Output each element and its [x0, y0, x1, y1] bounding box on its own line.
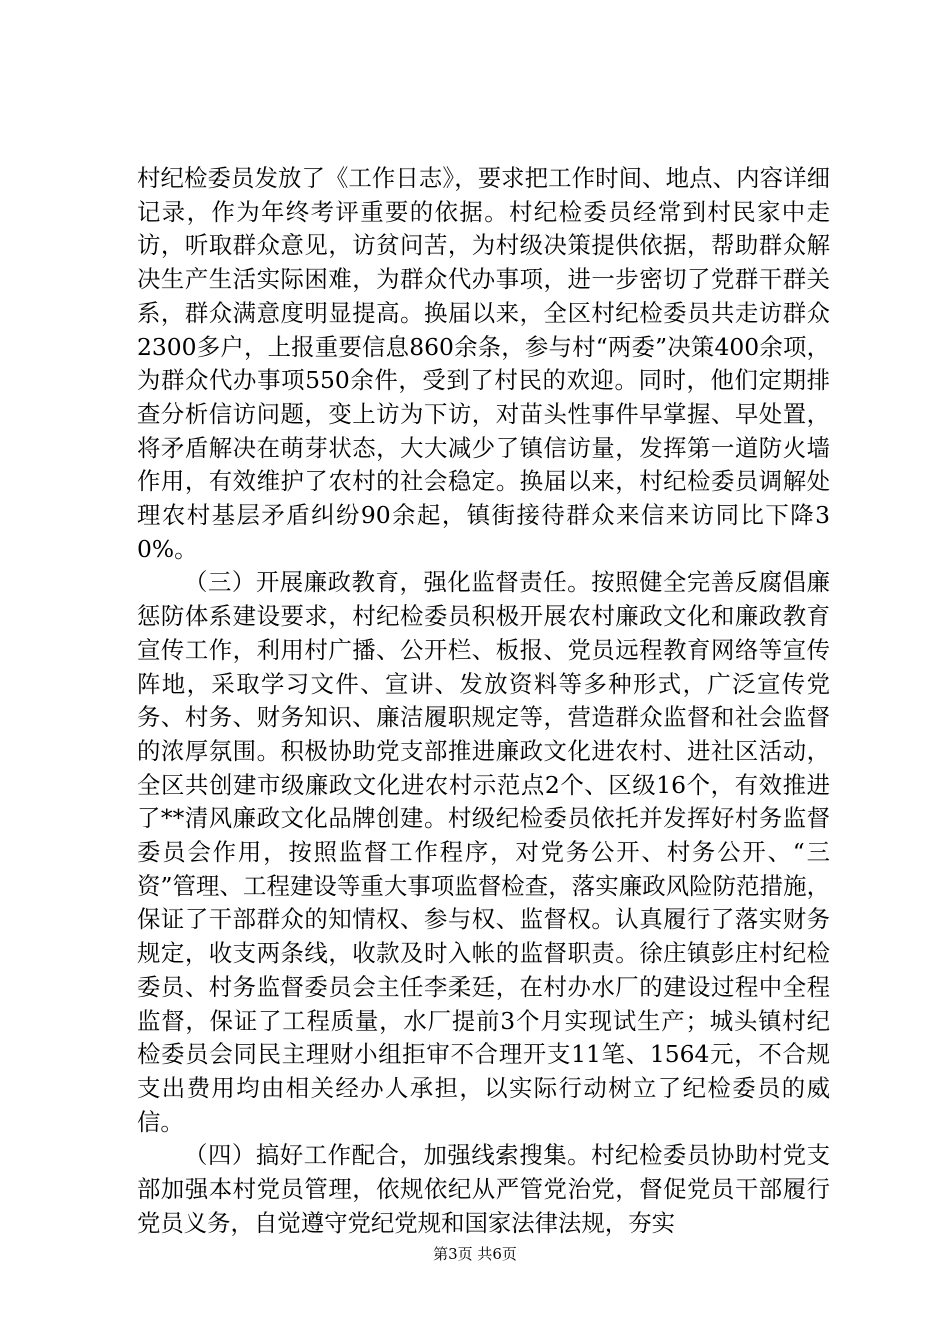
document-body — [137, 162, 830, 1241]
paragraph-2: （三）开展廉政教育，强化监督责任。按照健全完善反腐倡廉惩防体系建设要求，村纪检委员积极开展农村廉政文化和廉政教育宣传工作，利用村广播、公开栏、板报、党员远程教育网络等宣传阵地，采取学习文件、宣讲、发放资料等多种形式，广泛宣传党务、村务、财务知识、廉洁履职规定等，营造群众监督和社会监督的浓厚氛围。积极协助党支部推进廉政文化进农村、进社区活动，全区共创建市级廉政文化进农村示范点2个、区级16个，有效推进了**清风廉政文化品牌创建。村级纪检委员依托并发挥好村务监督委员会作用，按照监督工作程序，对党务公开、村务公开、“三资”管理、工程建设等重大事项监督检查，落实廉政风险防范措施，保证了干部群众的知情权、参与权、监督权。认真履行了落实财务规定，收支两条线，收款及时入帐的监督职责。徐庄镇彭庄村纪检委员、村务监督委员会主任李柔廷，在村办水厂的建设过程中全程监督，保证了工程质量，水厂提前3个月实现试生产；城头镇村纪检委员会同民主理财小组拒审不合理开支11笔、1564元，不合规支出费用均由相关经办人承担，以实际行动树立了纪检委员的威信。 — [137, 568, 830, 1136]
page-number-footer: 第3页 共6页 — [433, 1245, 517, 1263]
paragraph-1: 村纪检委员发放了《工作日志》，要求把工作时间、地点、内容详细记录，作为年终考评重要的依据。村纪检委员经常到村民家中走访，听取群众意见，访贫问苦，为村级决策提供依据，帮助群众解决生产生活实际困难，为群众代办事项，进一步密切了党群干群关系，群众满意度明显提高。换届以来，全区村纪检委员共走访群众2300多户，上报重要信息860余条，参与村“两委”决策400余项，为群众代办事项550余件，受到了村民的欢迎。同时，他们定期排查分析信访问题，变上访为下访，对苗头性事件早掌握、早处置，将矛盾解决在萌芽状态，大大减少了镇信访量，发挥第一道防火墙作用，有效维护了农村的社会稳定。换届以来，村纪检委员调解处理农村基层矛盾纠纷90余起，镇街接待群众来信来访同比下降30%。 — [137, 164, 830, 563]
paragraph-3: （四）搞好工作配合，加强线索搜集。村纪检委员协助村党支部加强本村党员管理，依规依纪从严管党治党，督促党员干部履行党员义务，自觉遵守党纪党规和国家法律法规，夯实 — [137, 1141, 830, 1237]
